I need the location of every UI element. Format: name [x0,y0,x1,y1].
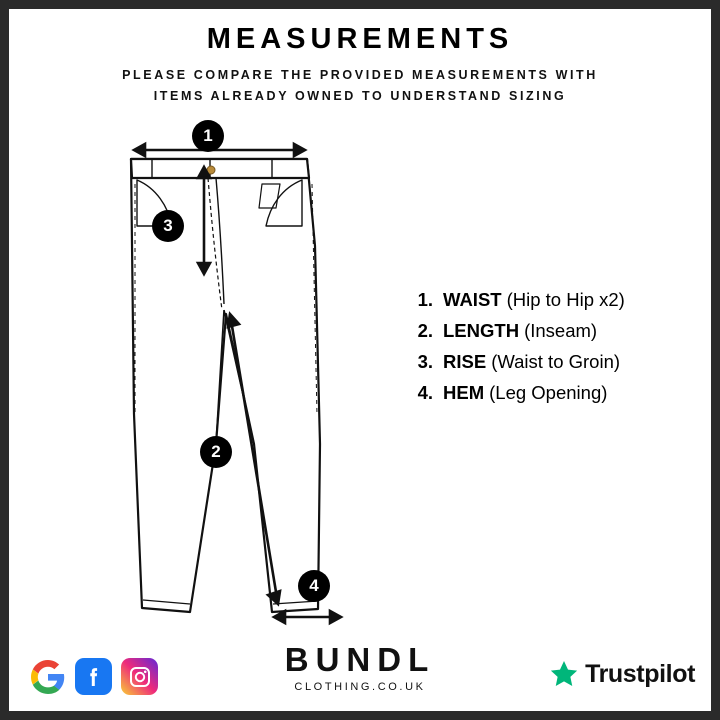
legend-item-length [407,320,697,342]
legend-number: 3. [417,351,433,372]
measurement-badge-1: 1 [192,120,224,152]
legend-item-hem [407,382,697,404]
legend-number: 4. [417,382,433,403]
legend-item-waist [407,289,697,311]
jeans-illustration [104,114,394,634]
legend-term: RISE [443,351,487,372]
legend-item-rise [407,351,697,373]
brand-domain: CLOTHING.CO.UK [294,681,426,693]
measurement-badge-3: 3 [152,210,184,242]
legend-description: (Inseam) [524,320,598,341]
star-icon [549,659,579,689]
subtitle-line-1: PLEASE COMPARE THE PROVIDED MEASUREMENTS WITH [122,68,598,83]
page-subtitle [40,65,680,106]
page-title: MEASUREMENTS [206,23,514,55]
subtitle-line-2: ITEMS ALREADY OWNED TO UNDERSTAND SIZING [153,88,567,103]
trustpilot-badge[interactable] [549,659,695,689]
legend-description: (Leg Opening) [489,382,608,403]
trustpilot-label: Trustpilot [585,659,695,688]
legend-term: HEM [443,382,485,403]
measurement-legend [407,289,697,413]
legend-number: 1. [417,289,433,310]
jeans-diagram [104,114,394,634]
measurement-badge-4: 4 [298,570,330,602]
legend-term: LENGTH [443,320,520,341]
measurement-badge-2: 2 [200,436,232,468]
brand-name: BUNDL [284,641,436,678]
legend-description: (Waist to Groin) [491,351,621,372]
legend-description: (Hip to Hip x2) [506,289,625,310]
header [9,23,711,107]
legend-number: 2. [417,320,433,341]
legend-term: WAIST [443,289,502,310]
